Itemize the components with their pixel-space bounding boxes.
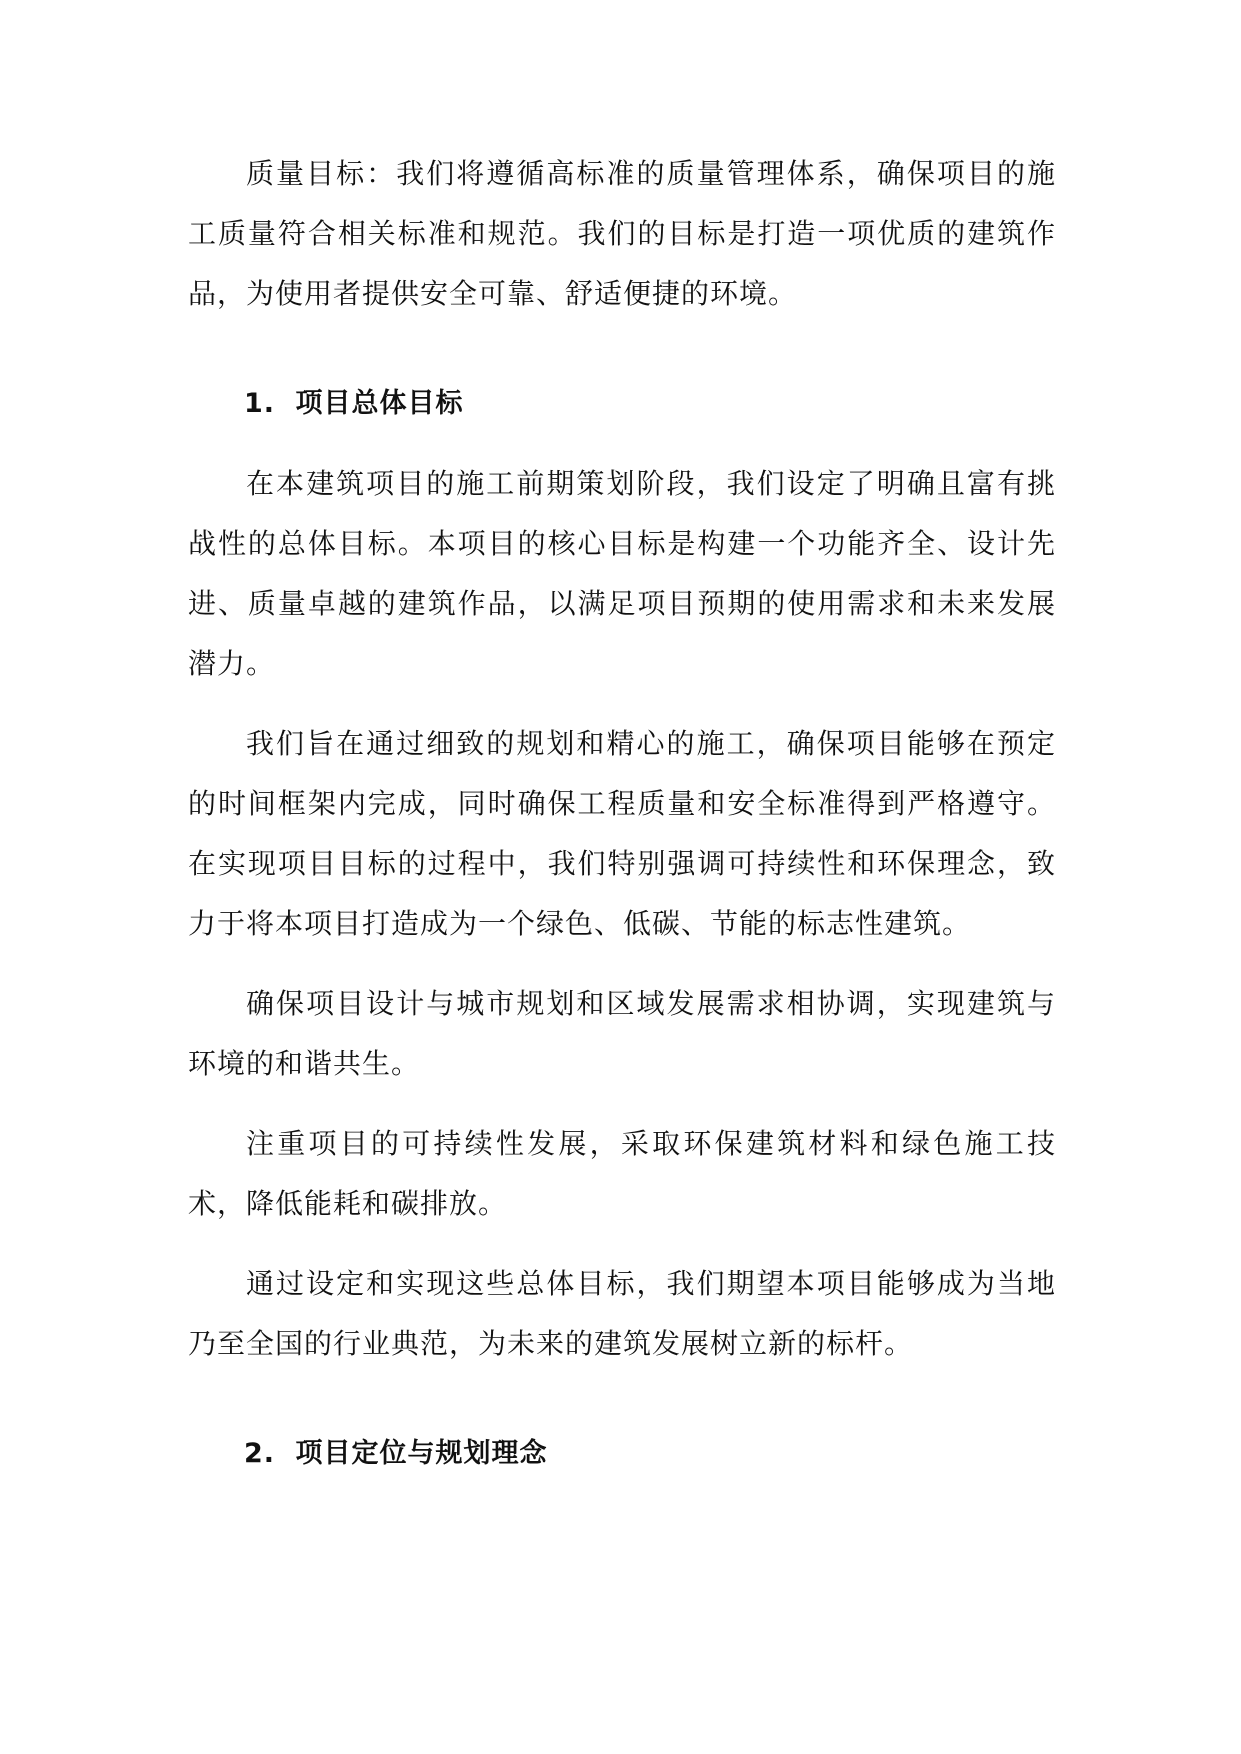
section-2-number: 2. — [244, 1438, 276, 1469]
section-1-paragraph-4: 注重项目的可持续性发展，采取环保建筑材料和绿色施工技术，降低能耗和碳排放。 — [188, 1127, 1056, 1220]
section-2-heading — [188, 1424, 1056, 1484]
section-2-title: 项目定位与规划理念 — [295, 1438, 548, 1469]
section-1-paragraph-1: 在本建筑项目的施工前期策划阶段，我们设定了明确且富有挑战性的总体目标。本项目的核心目标是构建一个功能齐全、设计先进、质量卓越的建筑作品，以满足项目预期的使用需求和未来发展潜力。 — [188, 467, 1056, 680]
section-1-heading — [188, 374, 1056, 434]
document-body — [188, 144, 1056, 1484]
section-1-paragraph-2: 我们旨在通过细致的规划和精心的施工，确保项目能够在预定的时间框架内完成，同时确保工程质量和安全标准得到严格遵守。在实现项目目标的过程中，我们特别强调可持续性和环保理念，致力于将本项目打造成为一个绿色、低碳、节能的标志性建筑。 — [188, 727, 1056, 940]
intro-paragraph: 质量目标：我们将遵循高标准的质量管理体系，确保项目的施工质量符合相关标准和规范。我们的目标是打造一项优质的建筑作品，为使用者提供安全可靠、舒适便捷的环境。 — [188, 157, 1056, 310]
section-1-title: 项目总体目标 — [295, 388, 464, 419]
section-1-number: 1. — [244, 388, 276, 419]
section-1-paragraph-3: 确保项目设计与城市规划和区域发展需求相协调，实现建筑与环境的和谐共生。 — [188, 987, 1056, 1080]
section-1-paragraph-5: 通过设定和实现这些总体目标，我们期望本项目能够成为当地乃至全国的行业典范，为未来的建筑发展树立新的标杆。 — [188, 1267, 1056, 1360]
